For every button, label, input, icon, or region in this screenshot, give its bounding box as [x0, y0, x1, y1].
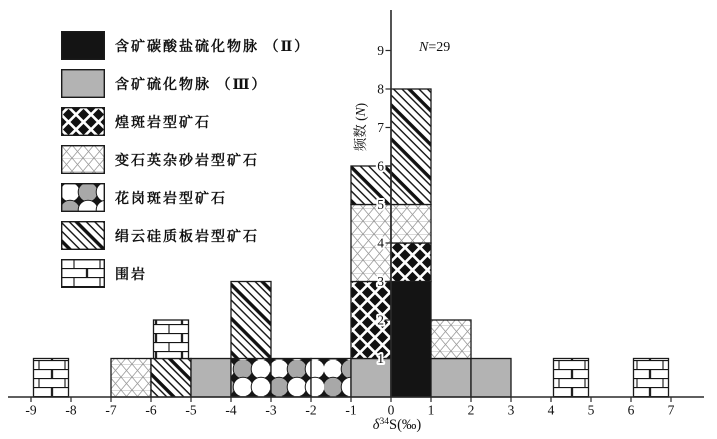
legend-label: 变石英杂砂岩型矿石: [115, 153, 259, 169]
x-tick-label: -1: [345, 402, 357, 418]
x-tick-label: -6: [145, 402, 157, 418]
bar-segment-porphyry: [271, 359, 311, 398]
y-tick-label: 4: [377, 235, 384, 251]
x-tick-label: -4: [225, 402, 237, 418]
bar-segment-carbonate_vein_II: [391, 282, 431, 398]
x-tick-label: -5: [185, 402, 197, 418]
legend-swatch-brick-pattern-icon: [61, 259, 105, 288]
legend-item: [61, 221, 310, 250]
y-axis-title: 频数 (N): [353, 102, 368, 152]
legend-swatch-solid-black-icon: [61, 31, 105, 60]
bar-segment-wacke: [111, 359, 151, 398]
bar-segment-slate: [351, 166, 391, 205]
bar-segment-slate: [151, 359, 191, 398]
legend-item: [61, 107, 310, 136]
x-tick-label: -7: [105, 402, 117, 418]
y-tick-label: 8: [377, 81, 384, 97]
x-tick-label: 0: [387, 402, 395, 418]
legend-item: [61, 259, 310, 288]
x-tick-label: -3: [265, 402, 277, 418]
y-tick-label: 3: [377, 274, 384, 289]
legend: [61, 31, 310, 297]
y-tick-label: 1: [377, 351, 384, 366]
legend-item: [61, 145, 310, 174]
x-tick-label: 5: [587, 402, 595, 418]
x-tick-label: 4: [547, 402, 555, 418]
y-tick-label: 9: [377, 43, 384, 58]
x-tick-label: 6: [627, 402, 635, 418]
legend-item: [61, 31, 310, 60]
y-tick-label: 7: [377, 120, 384, 135]
y-tick-label: 5: [377, 197, 384, 212]
bar-segment-lamprophyre: [391, 243, 431, 282]
x-tick-label: -8: [65, 402, 77, 418]
legend-label: 围岩: [115, 267, 147, 283]
legend-label: 绢云硅质板岩型矿石: [115, 229, 259, 245]
y-tick-label: 2: [377, 312, 384, 328]
bar-segment-porphyry: [231, 359, 271, 398]
legend-swatch-diamond-pattern-icon: [61, 107, 105, 136]
bar-segment-wallrock: [554, 359, 589, 398]
bar-segment-sulfide_vein_III: [471, 359, 511, 398]
x-tick-label: 7: [667, 402, 675, 418]
y-tick-label: 6: [377, 158, 384, 174]
bar-segment-lamprophyre: [351, 282, 391, 359]
x-tick-label: -2: [305, 402, 317, 418]
legend-label: 花岗斑岩型矿石: [115, 191, 227, 207]
x-tick-label: 2: [467, 402, 475, 418]
legend-label: 煌斑岩型矿石: [115, 115, 211, 131]
legend-swatch-hatch-pattern-icon: [61, 221, 105, 250]
bar-segment-wallrock: [634, 359, 669, 398]
sample-count-annotation: N=29: [419, 40, 451, 55]
bar-segment-sulfide_vein_III: [351, 359, 391, 398]
bar-segment-wacke: [351, 205, 391, 282]
bar-segment-wacke: [391, 205, 431, 244]
legend-label: 含矿碳酸盐硫化物脉 （Ⅱ）: [115, 39, 311, 55]
bar-segment-porphyry: [311, 359, 351, 398]
bar-segment-wallrock: [34, 359, 69, 398]
x-tick-label: 3: [507, 402, 515, 418]
legend-label: 含矿硫化物脉 （Ⅲ）: [115, 77, 268, 93]
x-axis-title: $\delta^{34}S(‰)$: [372, 417, 422, 433]
bar-segment-sulfide_vein_III: [191, 359, 231, 398]
bar-segment-sulfide_vein_III: [431, 359, 471, 398]
x-tick-label: 1: [427, 402, 435, 418]
bar-segment-slate: [391, 89, 431, 205]
legend-swatch-circle-pattern-icon: [61, 183, 105, 212]
legend-item: [61, 183, 310, 212]
bar-segment-wallrock: [154, 320, 189, 359]
x-tick-label: -9: [25, 402, 37, 418]
legend-swatch-solid-gray-icon: [61, 69, 105, 98]
legend-swatch-lattice-pattern-icon: [61, 145, 105, 174]
legend-item: [61, 69, 310, 98]
bar-segment-wacke: [431, 320, 471, 359]
